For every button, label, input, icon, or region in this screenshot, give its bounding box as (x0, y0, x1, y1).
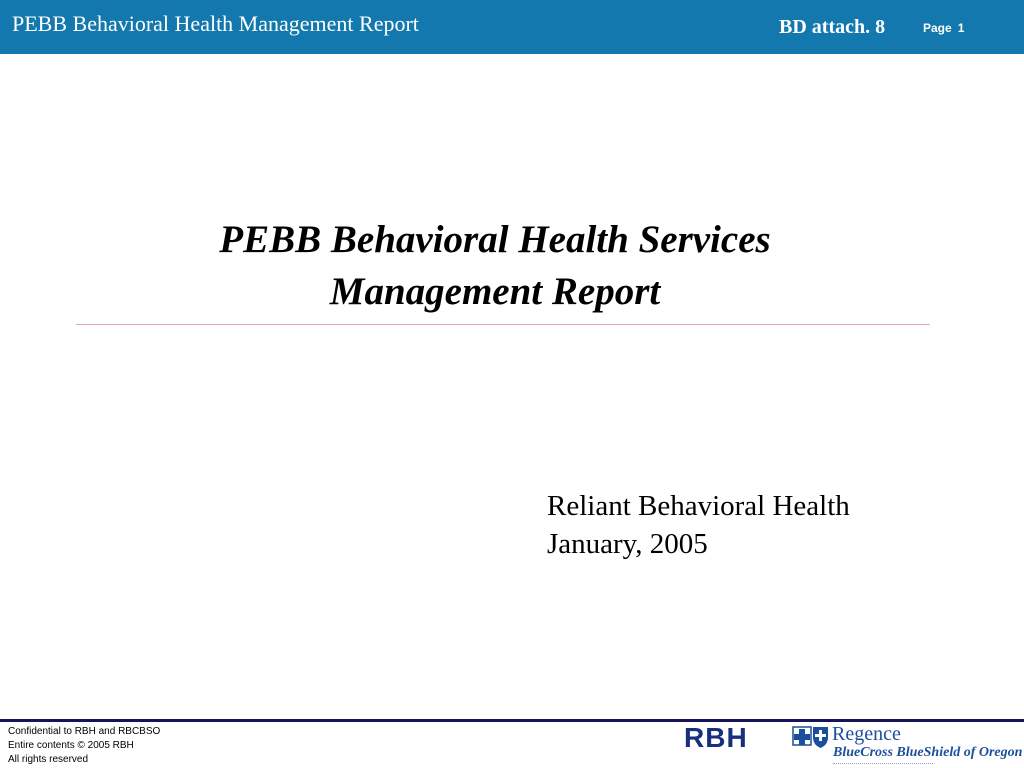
regence-logo (792, 723, 1023, 768)
attachment-label: BD attach. 8 (779, 16, 886, 38)
regence-fine-print (833, 763, 933, 764)
slide-title-line-1: PEBB Behavioral Health Services (219, 218, 771, 261)
footer-notice (8, 725, 160, 767)
report-date: January, 2005 (547, 528, 708, 560)
regence-tagline: BlueCross BlueShield of Oregon (833, 745, 1023, 760)
rbh-logo: RBH (684, 722, 748, 753)
header-report-title: PEBB Behavioral Health Management Report (12, 11, 419, 36)
bluecross-blueshield-icon (792, 725, 830, 749)
organization-name: Reliant Behavioral Health (547, 490, 850, 522)
page-number: 1 (957, 21, 965, 35)
header-bar (0, 0, 1024, 54)
page-indicator (923, 21, 970, 35)
confidential-notice: Confidential to RBH and RBCBSO (8, 726, 161, 737)
slide-subtitle (547, 487, 850, 563)
footer-divider (0, 719, 1024, 722)
rights-notice: All rights reserved (8, 754, 89, 765)
slide-title (90, 214, 900, 318)
slide-title-line-2: Management Report (329, 270, 661, 313)
regence-name: Regence (832, 723, 901, 745)
copyright-notice: Entire contents © 2005 RBH (8, 740, 134, 751)
page-label: Page (923, 21, 952, 35)
title-divider (76, 324, 930, 325)
